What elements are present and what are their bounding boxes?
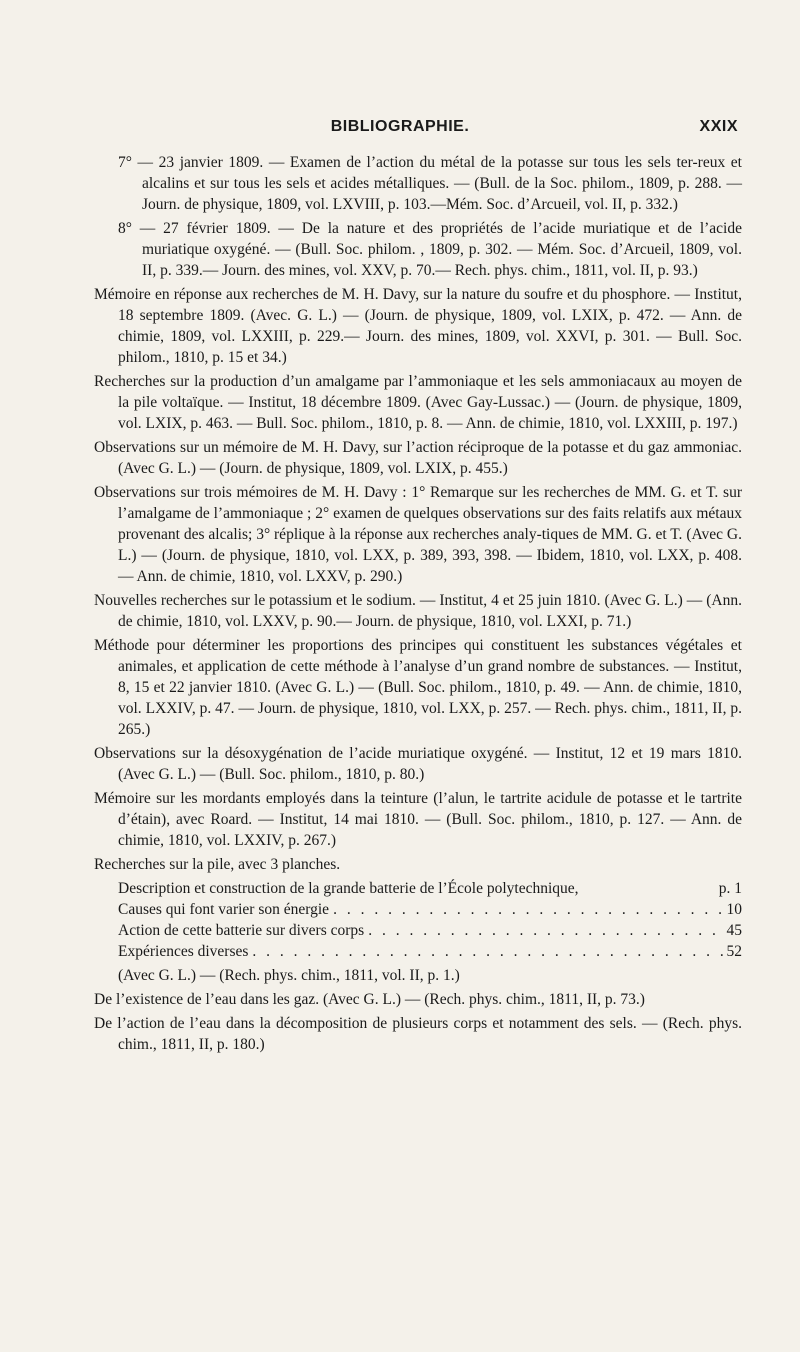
contents-page: 10 <box>726 901 742 918</box>
contents-row <box>118 878 742 899</box>
bibliography-entry: Mémoire sur les mordants employés dans la teinture (l’alun, le tartrite acidule de potasse et le tartrite d’étain), avec Roard. — Institut, 14 mai 1810. — (Bull. Soc. philom., 1810, p. 127. — Ann. de chimie, 1810, vol. LXXIV, p. 267.) <box>94 790 742 849</box>
contents-page: p. 1 <box>718 880 742 897</box>
bibliography-entry: Méthode pour déterminer les proportions des principes qui constituent les substances végétales et animales, et application de cette méthode à l’analyse d’un grand nombre de substances. — Institut, 8, 15 et 22 janvier 1810. (Avec G. L.) — (Bull. Soc. philom., 1810, p. 49. — Ann. de chimie, 1810, vol. LXXIV, p. 47. — Journ. de physique, 1810, vol. LXX, p. 257. — Rech. phys. chim., 1811, II, p. 265.) <box>94 637 742 738</box>
leader-dots <box>252 941 722 962</box>
page-folio: XXIX <box>699 118 738 135</box>
bibliography-entry: Mémoire en réponse aux recherches de M. H. Davy, sur la nature du soufre et du phosphore. — Institut, 18 septembre 1809. (Avec. G. L.) — (Journ. de physique, 1809, vol. LXIX, p. 472. — Ann. de chimie, 1809, vol. LXXIII, p. 229.— Journ. des mines, 1809, vol. XXVI, p. 301. — Bull. Soc. philom., 1810, p. 15 et 34.) <box>94 286 742 366</box>
bibliography-entry: Recherches sur la pile, avec 3 planches. <box>94 856 341 873</box>
contents-row <box>118 899 742 920</box>
bibliography-entry: 7° — 23 janvier 1809. — Examen de l’action du métal de la potasse sur tous les sels ter-reux et alcalins et sur tous les sels et acides métalliques. — (Bull. de la Soc. philom., 1809, p. 288. — Journ. de physique, 1809, vol. LXVIII, p. 103.—Mém. Soc. d’Arcueil, vol. II, p. 332.) <box>118 154 742 213</box>
contents-row <box>118 941 742 962</box>
leader-dots <box>333 899 722 920</box>
bibliography-entry: De l’action de l’eau dans la décomposition de plusieurs corps et notamment des sels. — (Rech. phys. chim., 1811, II, p. 180.) <box>94 1015 742 1053</box>
contents-label: Causes qui font varier son énergie <box>118 901 330 918</box>
bibliography-entry: 8° — 27 février 1809. — De la nature et des propriétés de l’acide muriatique et de l’acide muriatique oxygéné. — (Bull. Soc. philom. , 1809, p. 302. — Mém. Soc. d’Arcueil, 1809, vol. II, p. 339.— Journ. des mines, vol. XXV, p. 70.— Rech. phys. chim., 1811, vol. II, p. 93.) <box>118 220 742 279</box>
contents-label: Action de cette batterie sur divers corps <box>118 922 365 939</box>
bibliography-entry: Observations sur trois mémoires de M. H. Davy : 1° Remarque sur les recherches de MM. G. et T. sur l’amalgame de l’ammoniaque ; 2° examen de quelques observations sur des faits relatifs aux métaux provenant des alcalis; 3° réplique à la réponse aux recherches analy-tiques de MM. G. et T. (Avec G. L.) — (Journ. de physique, 1810, vol. LXX, p. 389, 393, 398. — Ibidem, 1810, vol. LXX, p. 408. — Ann. de chimie, 1810, vol. LXXV, p. 290.) <box>94 484 742 585</box>
bibliography-entry: Nouvelles recherches sur le potassium et le sodium. — Institut, 4 et 25 juin 1810. (Avec G. L.) — (Ann. de chimie, 1810, vol. LXXV, p. 90.— Journ. de physique, 1810, vol. LXXI, p. 71.) <box>94 592 742 630</box>
leader-dots <box>368 920 722 941</box>
contents-label: Description et construction de la grande batterie de l’École polytechnique, <box>118 880 579 897</box>
bibliography-entry: Observations sur la désoxygénation de l’acide muriatique oxygéné. — Institut, 12 et 19 mars 1810. (Avec G. L.) — (Bull. Soc. philom., 1810, p. 80.) <box>94 745 742 783</box>
contents-list <box>118 878 742 962</box>
bibliography-body <box>94 152 742 1058</box>
bibliography-entry: Recherches sur la production d’un amalgame par l’ammoniaque et les sels ammoniacaux au moyen de la pile voltaïque. — Institut, 18 décembre 1809. (Avec Gay-Lussac.) — (Journ. de physique, 1809, vol. LXIX, p. 463. — Bull. Soc. philom., 1810, p. 8. — Ann. de chimie, 1810, vol. LXXIII, p. 197.) <box>94 373 742 432</box>
running-title: BIBLIOGRAPHIE. <box>330 118 470 135</box>
bibliography-entry: Observations sur un mémoire de M. H. Davy, sur l’action réciproque de la potasse et du gaz ammoniac. (Avec G. L.) — (Journ. de physique, 1809, vol. LXIX, p. 455.) <box>94 439 742 477</box>
running-header <box>0 118 800 142</box>
contents-page: 45 <box>726 922 742 939</box>
bibliography-entry: De l’existence de l’eau dans les gaz. (Avec G. L.) — (Rech. phys. chim., 1811, II, p. 73.) <box>94 991 645 1008</box>
contents-row <box>118 920 742 941</box>
contents-citation: (Avec G. L.) — (Rech. phys. chim., 1811, vol. II, p. 1.) <box>118 967 460 984</box>
contents-page: 52 <box>726 943 742 960</box>
contents-label: Expériences diverses <box>118 943 249 960</box>
